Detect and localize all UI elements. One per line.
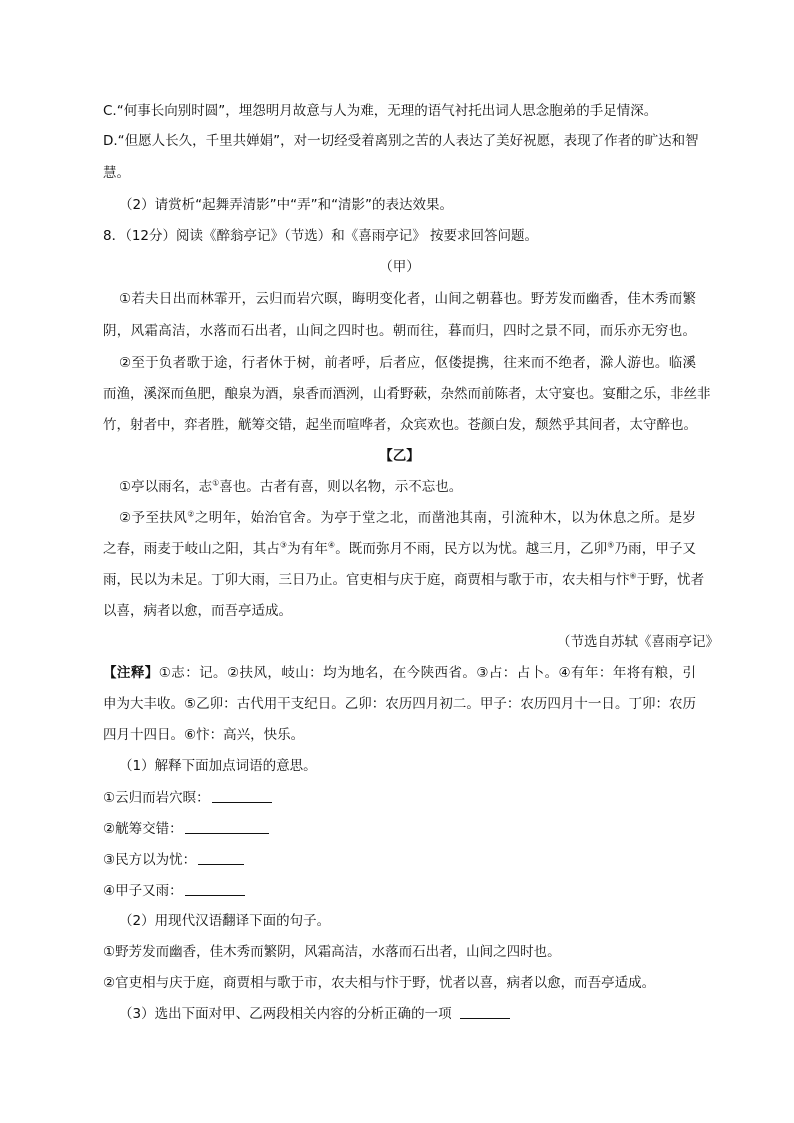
text-run: 雨，民以为未足。丁卯大雨，三日乃止。官吏相与庆于庭，商贾相与歌于市，农夫相与忭 — [103, 572, 630, 588]
notes-label: 【注释】 — [103, 665, 159, 681]
text-run: （3）选出下面对甲、乙两段相关内容的分析正确的一项 — [119, 1006, 452, 1022]
text-run: ②予至扶风 — [119, 510, 188, 526]
text-run: 于野，忧者 — [636, 572, 705, 588]
answer-blank[interactable] — [198, 850, 244, 865]
text-run: 为有年 — [287, 541, 328, 557]
passage-yi-p2-line3 — [103, 570, 705, 590]
text-run: ①志：记。②扶风，岐山：均为地名，在今陕西省。③占：占卜。④有年：年将有粮，引 — [158, 665, 696, 681]
text-run: ②觥筹交错： — [103, 821, 183, 837]
sub-question-1-item4 — [103, 881, 245, 901]
passage-jia-p1-line1: ①若夫日出而林霏开，云归而岩穴暝，晦明变化者，山间之朝暮也。野芳发而幽香，佳木秀而繁 — [119, 291, 696, 307]
option-d-line1: D.“但愿人长久，千里共婵娟”，对一切经受着离别之苦的人表达了美好祝愿，表现了作者的旷达和智 — [103, 133, 699, 149]
sub-question-2: （2）用现代汉语翻译下面的句子。 — [119, 913, 331, 929]
option-c: C.“何事长向别时圆”，埋怨明月故意与人为难，无理的语气衬托出词人思念胞弟的手足情深。 — [103, 103, 658, 119]
question-8-heading: 8．（12分）阅读《醉翁亭记》（节选）和《喜雨亭记》 按要求回答问题。 — [103, 228, 539, 244]
text-run: ①亭以雨名，志 — [119, 479, 213, 495]
passage-jia-p1-line2: 阴，风霜高洁，水落而石出者，山间之四时也。朝而往，暮而归，四时之景不同，而乐亦无穷也。 — [103, 323, 696, 339]
text-run: 。既而弥月不雨，民方以为忧。越三月，乙卯 — [335, 541, 608, 557]
question-7-2: （2）请赏析“起舞弄清影”中“弄”和“清影”的表达效果。 — [119, 197, 454, 213]
sub-question-1: （1）解释下面加点词语的意思。 — [119, 758, 317, 774]
sub-question-2-item1: ①野芳发而幽香，佳木秀而繁阴，风霜高洁，水落而石出者，山间之四时也。 — [103, 944, 561, 960]
passage-yi-p2-line1 — [119, 508, 696, 528]
sub-question-3 — [119, 1004, 510, 1024]
sub-question-1-item2 — [103, 819, 269, 839]
text-run: ③民方以为忧： — [103, 852, 197, 868]
footnote-mark: ② — [187, 509, 195, 519]
passage-yi-p2-line4: 以喜，病者以愈，而吾亭适成。 — [103, 603, 292, 619]
passage-yi-p1 — [119, 477, 462, 497]
answer-blank[interactable] — [185, 819, 269, 834]
passage-jia-title: （甲） — [379, 259, 420, 275]
text-run: ④甲子又雨： — [103, 883, 183, 899]
notes-line3: 四月十四日。⑥忭：高兴，快乐。 — [103, 727, 305, 743]
notes-line2: 申为大丰收。⑤乙卯：古代用干支纪日。乙卯：农历四月初二。甲子：农历四月十一日。丁卯：农历 — [103, 696, 696, 712]
text-run: 喜也。古者有喜，则以名物，示不忘也。 — [219, 479, 463, 495]
answer-blank[interactable] — [460, 1004, 510, 1019]
footnote-mark: ④ — [327, 540, 336, 550]
option-d-line2: 慧。 — [103, 165, 130, 181]
sub-question-1-item3 — [103, 850, 244, 870]
text-run: 之明年，始治官舍。为亭于堂之北，而凿池其南，引流种木，以为休息之所。是岁 — [194, 510, 696, 526]
footnote-mark: ⑥ — [629, 571, 637, 581]
footnote-mark: ⑤ — [607, 540, 615, 550]
sub-question-2-item2: ②官吏相与庆于庭，商贾相与歌于市，农夫相与忭于野，忧者以喜，病者以愈，而吾亭适成。 — [103, 975, 656, 991]
text-run: 乃雨，甲子又 — [614, 541, 697, 557]
sub-question-1-item1 — [103, 788, 272, 808]
notes-line1 — [103, 663, 696, 683]
passage-jia-p2-line3: 竹，射者中，弈者胜，觥筹交错，起坐而喧哗者，众宾欢也。苍颜白发，颓然乎其间者，太守醉也。 — [103, 417, 697, 433]
text-run: ①云归而岩穴暝： — [103, 790, 210, 806]
passage-yi-title: 【乙】 — [379, 448, 420, 464]
passage-jia-p2-line2: 而渔，溪深而鱼肥，酿泉为酒，泉香而酒洌，山肴野蔌，杂然而前陈者，太守宴也。宴酣之乐，非丝非 — [103, 386, 711, 402]
answer-blank[interactable] — [212, 788, 272, 803]
passage-yi-p2-line2 — [103, 539, 696, 559]
footnote-mark: ③ — [279, 540, 288, 550]
passage-jia-p2-line1: ②至于负者歌于途，行者休于树，前者呼，后者应，伛偻提携，往来而不绝者，滁人游也。临溪 — [119, 355, 696, 371]
passage-source: （节选自苏轼《喜雨亭记》 — [557, 634, 719, 650]
text-run: 之春，雨麦于岐山之阳，其占 — [103, 541, 280, 557]
footnote-mark: ① — [212, 478, 220, 488]
answer-blank[interactable] — [185, 881, 245, 896]
